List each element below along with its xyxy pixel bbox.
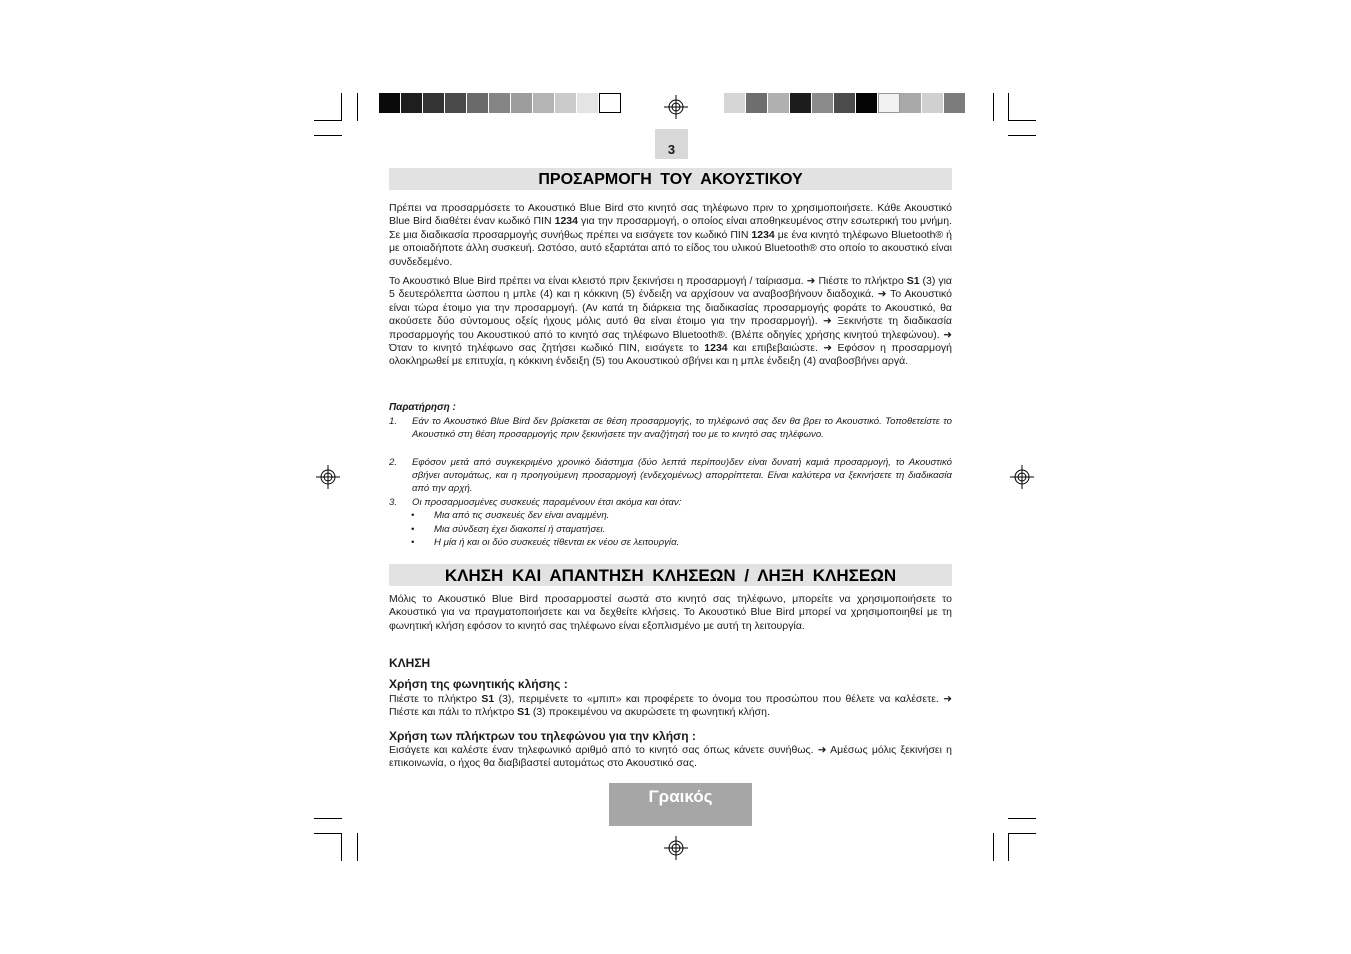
section-heading-pairing: ΠΡΟΣΑΡΜΟΓΗ ΤΟΥ ΑΚΟΥΣΤΙΚΟΥ [389, 168, 952, 190]
page-number: 3 [655, 129, 688, 159]
section-heading-calls: ΚΛΗΣΗ ΚΑΙ ΑΠΑΝΤΗΣΗ ΚΛΗΣΕΩΝ / ΛΗΞΗ ΚΛΗΣΕΩΝ [389, 564, 952, 586]
note-item: 2. Εφόσον μετά από συγκεκριμένο χρονικό διάστημα (δύο λεπτά περίπου)δεν είναι δυνατή καμιά προσαρμογή, το Ακουστικό σβήνει αυτομάτως, και η προηγούμενη προσαρμογή (ενδεχομένως) απορρίπτεται. Είναι καλύτερα να ξεκινήσετε τη διαδικασία από την αρχή. [389, 457, 952, 495]
color-bar-right [724, 93, 966, 113]
paragraph-calls-intro: Μόλις το Ακουστικό Blue Bird προσαρμοστεί σωστά στο κινητό σας τηλέφωνο, μπορείτε να χρησιμοποιήσετε το Ακουστικό για να πραγματοποιήσετε και να δεχθείτε κλήσεις. Το Ακουστικό Blue Bird μπορεί να χρησιμοποιηθεί με τη φωνητική κλήση εφόσον το κινητό σας τηλέφωνο είναι εξοπλισμένο με αυτή τη λειτουργία. [389, 593, 952, 632]
paragraph-pairing-steps: Το Ακουστικό Blue Bird πρέπει να είναι κλειστό πριν ξεκινήσει η προσαρμογή / ταίριασμα. ➜ Πιέστε το πλήκτρο S1 (3) για 5 δευτερόλεπτα ώσπου η μπλε (4) και η κόκκινη (5) ένδειξη να αρχίσουν να αναβοσβήνουν διαδοχικά. ➜ Το Ακουστικό είναι τώρα έτοιμο για την προσαρμογή. (Αν κατά τη διάρκεια της διαδικασίας προσαρμογής φοράτε το Ακουστικό, θα ακούσετε δύο σύντομους οξείς ήχους μόλις αυτό θα είναι έτοιμο για την προσαρμογή). ➜ Ξεκινήστε τη διαδικασία προσαρμογής του Ακουστικού από το κινητό σας τηλέφωνο Bluetooth®. (Βλέπε οδηγίες χρήσης κινητού τηλεφώνου). ➜ Όταν το κινητό τηλέφωνο σας ζητήσει κωδικό ΠΙΝ, εισάγετε το 1234 και επιβεβαιώστε. ➜ Εφόσον η προσαρμογή ολοκληρωθεί με επιτυχία, η κόκκινη ένδειξη (5) του Ακουστικού σβήνει και η μπλε ένδειξη (4) αναβοσβήνει αργά. [389, 275, 952, 368]
language-label: Γραικός [609, 783, 752, 826]
subheading-call: ΚΛΗΣΗ [389, 656, 431, 670]
note-title: Παρατήρηση : [389, 402, 456, 413]
registration-mark-icon [664, 95, 688, 119]
registration-mark-icon [1010, 465, 1034, 489]
note-item: 3. Οι προσαρμοσμένες συσκευές παραμένουν έτσι ακόμα και όταν: [389, 497, 682, 508]
registration-mark-icon [664, 836, 688, 860]
subheading-voice-dial: Χρήση της φωνητικής κλήσης : [389, 677, 568, 691]
paragraph-keypad-dial: Εισάγετε και καλέστε έναν τηλεφωνικό αριθμό από το κινητό σας όπως κάνετε συνήθως. ➜ Αμέσως μόλις ξεκινήσει η επικοινωνία, ο ήχος θα διαβιβαστεί αυτομάτως στο Ακουστικό σας. [389, 744, 952, 770]
color-bar-left [379, 93, 621, 113]
subheading-keypad-dial: Χρήση των πλήκτρων του τηλεφώνου για την κλήση : [389, 729, 696, 743]
paragraph-voice-dial: Πιέστε το πλήκτρο S1 (3), περιμένετε το «μπιπ» και προφέρετε το όνομα του προσώπου που θέλετε να καλέσετε. ➜ Πιέστε και πάλι το πλήκτρο S1 (3) προκειμένου να ακυρώσετε τη φωνητική κλήση. [389, 693, 952, 719]
paragraph-pairing-intro: Πρέπει να προσαρμόσετε το Ακουστικό Blue Bird στο κινητό σας τηλέφωνο πριν το χρησιμοποιήσετε. Κάθε Ακουστικό Blue Bird διαθέτει έναν κωδικό ΠΙΝ 1234 για την προσαρμογή, ο οποίος είναι αποθηκευμένος στην εσωτερική του μνήμη. Σε μια διαδικασία προσαρμογής συνήθως πρέπει να εισάγετε τον κωδικό ΠΙΝ 1234 με ένα κινητό τηλέφωνο Bluetooth® ή με οποιαδήποτε άλλη συσκευή. Ωστόσο, αυτό εξαρτάται από το είδος του υλικού Bluetooth® στο οποίο το ακουστικό είναι συνδεδεμένο. [389, 202, 952, 268]
registration-mark-icon [316, 465, 340, 489]
note-item: 1. Εάν το Ακουστικό Blue Bird δεν βρίσκεται σε θέση προσαρμογής, το τηλέφωνό σας δεν θα βρει το Ακουστικό. Τοποθετείστε το Ακουστικό στη θέση προσαρμογής πριν ξεκινήσετε την αναζήτησή του με το κινητό σας τηλέφωνο. [389, 416, 952, 441]
